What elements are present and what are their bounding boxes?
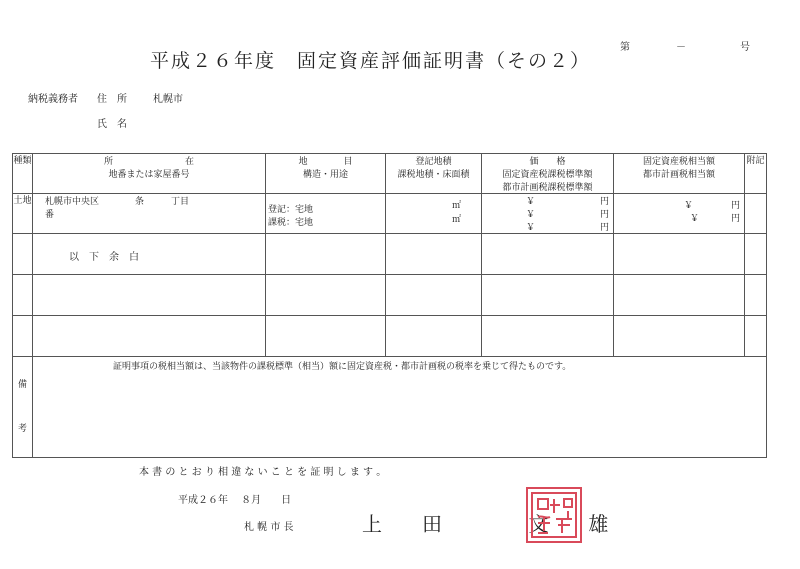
land-value-line1 — [482, 194, 613, 207]
name-label: 氏 名 — [97, 119, 127, 130]
remarks-label — [13, 357, 33, 458]
address-label: 住 所 — [97, 94, 127, 105]
address-value: 札幌市 — [153, 94, 183, 105]
assessment-table — [12, 153, 767, 458]
yen-symbol: ￥ — [684, 201, 694, 211]
land-category — [266, 194, 386, 234]
remarks-cell — [33, 357, 767, 458]
header-area-top: 登記地積 — [415, 157, 452, 167]
land-value-line3 — [482, 220, 613, 233]
official-seal — [526, 487, 582, 543]
header-location — [33, 154, 266, 194]
mayor-title: 札 幌 市 長 — [244, 522, 294, 533]
yen-symbol: ￥ — [526, 223, 536, 233]
land-notes — [745, 194, 767, 234]
taxpayer-label: 納税義務者 — [28, 94, 78, 105]
yen-unit: 円 — [599, 210, 609, 220]
header-value-mid: 固定資産税課税標準額 — [502, 170, 593, 180]
land-tax-line1 — [614, 194, 744, 211]
document-title: 平成２６年度 固定資産評価証明書（その２） — [150, 50, 592, 72]
certify-text: 本 書 の と お り 相 違 な い こ と を 証 明 し ま す 。 — [139, 467, 387, 478]
table-header-row — [13, 154, 767, 194]
land-location — [33, 194, 266, 234]
land-value-line2 — [482, 207, 613, 220]
land-area-unit2: ㎡ — [451, 215, 461, 225]
header-value-bottom: 都市計画税課税標準額 — [502, 183, 593, 193]
header-tax — [614, 154, 745, 194]
certify-date: 平成２６年 ８月 日 — [178, 495, 292, 506]
header-area — [386, 154, 482, 194]
land-kind: 土地 — [13, 194, 33, 234]
remarks-label-1: 備 — [17, 380, 27, 390]
header-area-bottom: 課税地積・床面積 — [397, 170, 470, 180]
remainder-cell — [33, 234, 266, 275]
land-tax-line2 — [614, 211, 744, 224]
land-tax — [614, 194, 745, 234]
yen-unit: 円 — [730, 214, 740, 224]
header-value — [482, 154, 614, 194]
header-category — [266, 154, 386, 194]
header-category-bottom: 構造・用途 — [302, 170, 348, 180]
table-row-land — [13, 194, 767, 234]
seal-pattern-icon — [528, 489, 580, 541]
yen-unit: 円 — [599, 223, 609, 233]
header-notes: 附記 — [745, 154, 767, 194]
land-area-unit1: ㎡ — [451, 201, 461, 211]
cert-no-go: 号 — [740, 42, 750, 53]
yen-symbol: ￥ — [526, 197, 536, 207]
header-location-bottom: 地番または家屋番号 — [108, 170, 190, 180]
table-row-empty — [13, 275, 767, 316]
remarks-label-2: 考 — [17, 424, 27, 434]
yen-symbol: ￥ — [526, 210, 536, 220]
land-area — [386, 194, 482, 234]
mayor-name: 上田 文雄 — [362, 512, 649, 536]
table-row-remarks — [13, 357, 767, 458]
header-category-top: 地 目 — [298, 157, 353, 167]
land-category-taxed: 課税：宅地 — [268, 218, 314, 228]
table-row-empty — [13, 316, 767, 357]
yen-unit: 円 — [730, 201, 740, 211]
land-location-line1: 札幌市中央区 条 丁目 — [45, 197, 190, 207]
land-location-line2: 番 — [45, 210, 55, 220]
header-location-top: 所 在 — [103, 157, 194, 167]
yen-unit: 円 — [599, 197, 609, 207]
yen-symbol: ￥ — [690, 214, 700, 224]
cert-no-dai: 第 — [620, 42, 630, 53]
land-value — [482, 194, 614, 234]
header-tax-bottom: 都市計画税相当額 — [642, 170, 715, 180]
cert-no-dash: － — [676, 42, 686, 53]
remarks-text: 証明事項の税相当額は、当該物件の課税標準（相当）額に固定資産税・都市計画税の税率を乗じて得たものです。 — [113, 362, 572, 372]
header-kind: 種類 — [13, 154, 33, 194]
remainder-text: 以 下 余 白 — [69, 252, 139, 263]
header-tax-top: 固定資産税相当額 — [642, 157, 715, 167]
land-category-registered: 登記：宅地 — [268, 205, 314, 215]
header-value-top: 価 格 — [529, 157, 566, 167]
table-row-remainder — [13, 234, 767, 275]
